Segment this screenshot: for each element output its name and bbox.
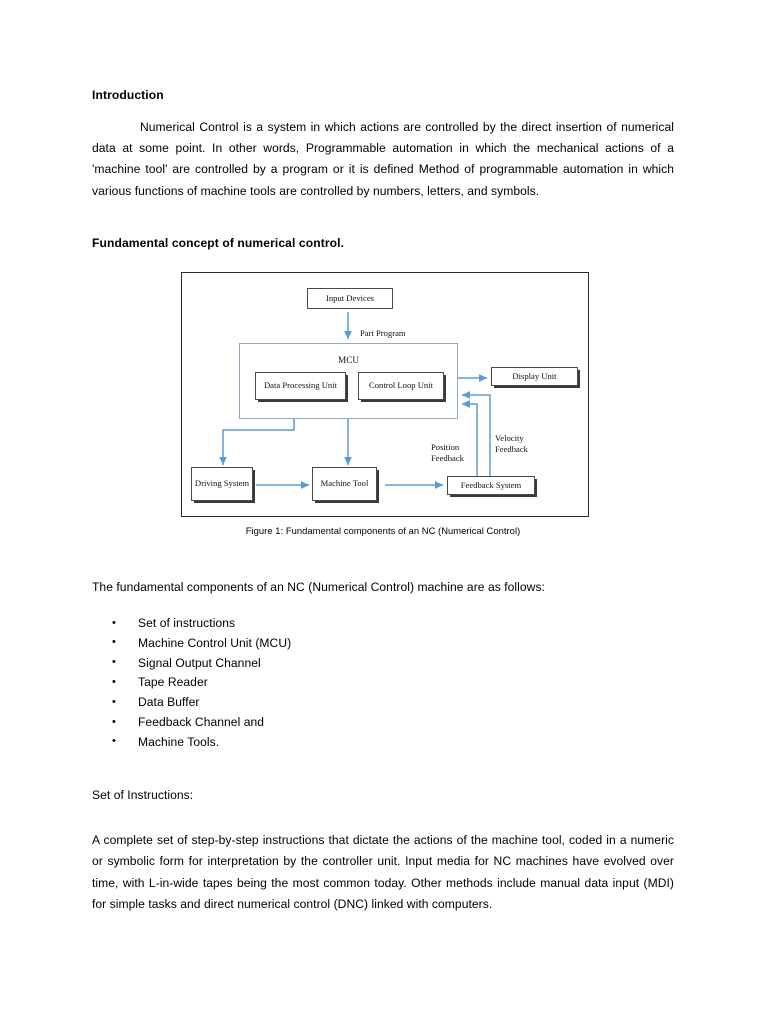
list-item: • Tape Reader <box>92 673 674 693</box>
box-machine-tool: Machine Tool <box>312 467 377 501</box>
box-driving-system: Driving System <box>191 467 253 501</box>
section-heading-introduction: Introduction <box>92 88 164 102</box>
label-position-feedback: Position Feedback <box>431 442 464 463</box>
list-item: • Set of instructions <box>92 614 674 634</box>
list-item: • Machine Control Unit (MCU) <box>92 634 674 654</box>
components-list <box>92 614 674 753</box>
document-body <box>92 88 674 916</box>
list-item: • Machine Tools. <box>92 733 674 753</box>
section-heading-fundamental-concept: Fundamental concept of numerical control. <box>92 236 345 251</box>
box-data-processing-unit: Data Processing Unit <box>255 372 346 400</box>
paragraph-components-lead: The fundamental components of an NC (Numerical Control) machine are as follows: <box>92 579 545 594</box>
figure-caption: Figure 1: Fundamental components of an NC (Numerical Control) <box>245 524 521 536</box>
list-item: • Data Buffer <box>92 693 674 713</box>
paragraph-set-of-instructions: A complete set of step-by-step instructions that dictate the actions of the machine tool, coded in a numeric or symbolic form for interpretation by the controller unit. Input media for NC machines have evolved over time, with L-in-wide tapes being the most common today. Other methods include manual data input (MDI) for simple tasks and direct numerical control (DNC) linked with computers. <box>92 833 674 912</box>
figure-container <box>92 267 674 547</box>
box-input-devices: Input Devices <box>307 288 393 309</box>
label-velocity-feedback: Velocity Feedback <box>495 433 528 454</box>
label-part-program: Part Program <box>360 328 406 339</box>
box-mcu-title: MCU <box>338 354 359 365</box>
box-display-unit: Display Unit <box>491 367 578 386</box>
box-feedback-system: Feedback System <box>447 476 535 495</box>
list-item: • Feedback Channel and <box>92 713 674 733</box>
paragraph-introduction: Numerical Control is a system in which actions are controlled by the direct insertion of numerical data at some point. In other words, Programmable automation in which the mechanical actions of a 'machine tool' are controlled by a program or it is defined Method of programmable automation in which various functions of machine tools are controlled by numbers, letters, and symbols. <box>92 119 674 198</box>
list-item: • Signal Output Channel <box>92 654 674 674</box>
box-control-loop-unit: Control Loop Unit <box>358 372 444 400</box>
subheading-set-of-instructions: Set of Instructions: <box>92 787 194 802</box>
nc-block-diagram <box>181 272 589 517</box>
